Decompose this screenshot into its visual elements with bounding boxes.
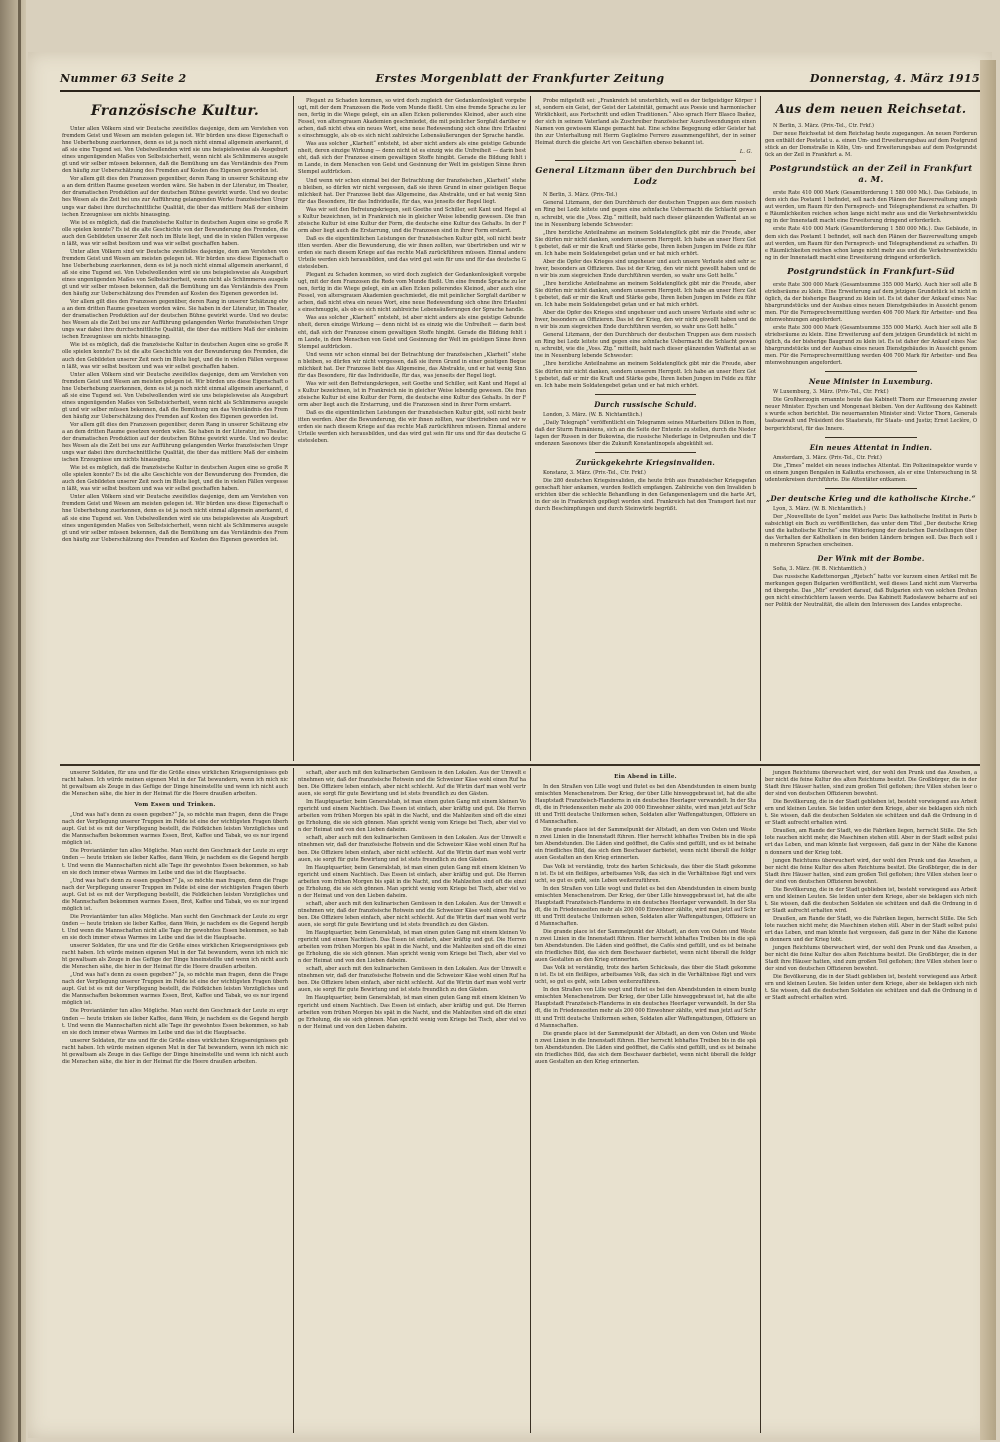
article-paragraph: Die Bevölkerung, die in der Stadt geblieben ist, besteht vorwiegend aus Arbeitern und kleinen Leuten. Sie leiden unter dem Kriege, aber sie beklagen sich nicht. Sie wissen, daß die deutschen Soldaten sie schützen und daß die Ordnung in der Stadt aufrecht erhalten wird. — [765, 799, 977, 827]
article-paragraph: „Ihre herzliche Anteilnahme an meinem Soldatenglück gibt mir die Freude, aber Sie dürfen mir nicht danken, sondern unserem Herrgott. Ich habe an unser Herz Gott gebetet, daß er mir die Kraft und Stärke gebe, Ihren lieben Jungen im Felde zu führen. Ich habe mein Soldatengebet getan und er hat mich erhört. — [535, 229, 756, 257]
article-paragraph: unserer Soldaten, für uns und für die Größe eines wirklichen Kriegsereignisses gebracht haben. Ich würde meinen eigenen Mut in der Tat bewundern, wenn ich mich nicht gewaltsam als Zeuge in das Gefüge der Dinge hineinstellte und wenn ich nicht auch die Menschen sähe, die hier in der Heimat für die Heere draußen arbeiten. — [62, 770, 288, 798]
article-paragraph: Die Proviantämter tun alles Mögliche. Man sucht den Geschmack der Leute zu ergründen — heute trinken sie lieber Kaffee, dann Wein, je nachdem es die Gegend hergibt. Und wenn die Mannschaften nicht alle Tage ihr gewohntes Essen bekommen, so haben sie doch immer etwas Warmes im Leibe und das ist die Hauptsache. — [62, 848, 288, 876]
article-dateline: W Luxemburg, 3. März. (Priv.-Tel., Ctr. Frkf.) — [773, 389, 889, 396]
article-paragraph: jungen Reichtums überwuchert wird, der wohl den Prunk und das Ansehen, aber nicht die feine Kultur des alten Reichtums besitzt. Die Großbürger, die in der Stadt ihre Häuser hatten, sind zum großen Teil geflohen; ihre Villen stehen leer oder sind von deutschen Offizieren bewohnt. — [765, 945, 977, 973]
article-paragraph: Unter allen Völkern sind wir Deutsche zweifellos dasjenige, dem am Verstehen von fremdem Geist und Wesen am meisten gelegen ist. Wir bürden uns diese Eigenschaft ohne Ueberhebung zuerkennen, denn es ist ja noch nicht einmal allgemein anerkannt, daß sie eine Tugend sei. Von Uebelwollenden wird sie uns beispielsweise als Ausgeburt eines ungenügenden Maßes von Selbstsicherheit, wenn nicht als Schlimmeres ausgelegt und wir selber müssen bekennen, daß die Bemühung um das Verständnis des Fremden häufig zur Ueberschätzung des Fremden auf Kosten des Eigenen geworden ist. — [62, 126, 288, 175]
article-paragraph: schaft, aber auch mit den kulinarischen Genüssen in den Lokalen. Aus der Umwelt entnehmen wir, daß der französische Rotwein und die Schweizer Käse wohl einen Ruf haben. Die Offiziere leben einfach, aber nicht schlecht. Auf die Wirtin darf man wohl vertrauen, sie sorgt für gute Bewirtung und ist stets freundlich zu den Gästen. — [298, 900, 526, 928]
article-paragraph: Draußen, am Rande der Stadt, wo die Fabriken liegen, herrscht Stille. Die Schlote rauchen nicht mehr, die Maschinen stehen still. Aber in der Stadt selbst pulsiert das Leben, und man könnte fast vergessen, daß ganz in der Nähe die Kanonen donnern und der Krieg tobt. — [765, 915, 977, 944]
article-title-indien: Ein neues Attentat in Indien. — [809, 442, 933, 452]
article-paragraph: Die Bevölkerung, die in der Stadt geblieben ist, besteht vorwiegend aus Arbeitern und kleinen Leuten. Sie leiden unter dem Kriege, aber sie beklagen sich nicht. Sie wissen, daß die deutschen Soldaten sie schützen und daß die Ordnung in der Stadt aufrecht erhalten wird. — [765, 974, 977, 1002]
article-dateline: Sofia, 3. März. (W. B. Nichtamtlich.) — [773, 566, 867, 573]
article-paragraph: „Daily Telegraph“ veröffentlicht ein Telegramm seines Mitarbeiters Dillon in Rom, daß der Sturm Rumäniens, sich an die Seite der Entente zu stellen, durch die Niederlagen der Russen in der Bukowina, die russische Niederlage in Ostpreußen und die Tendenzen Sasonows über die Zukunft Konstantinopels abgekühlt sei. — [535, 419, 756, 447]
column-rule — [760, 768, 761, 1433]
book-binding — [0, 0, 26, 1442]
article-title-kirche: „Der deutsche Krieg und die katholische Kirche.“ — [766, 493, 976, 503]
article-paragraph: Vor allem gilt dies den Franzosen gegenüber, deren Rang in unserer Schätzung etwa an dem dritten Raume gesetzen worden wäre. Sie haben in der Literatur, im Theater, der dramatischen Produktion auf der deutschen Bühne gewirkt wurde. Und wo deutsches Wesen als die Zeit bei uns zur Aufführung gelangenden Werke französischen Ursprungs war dabei ihre durchschnittliche Qualität, die über das mittlere Maß der einheimischen Erzeugnisse um nichts hinausging. — [62, 176, 288, 218]
article-paragraph: Das Volk ist verständig, trotz des harten Schicksals, das über die Stadt gekommen ist. Es ist ein fleißiges, arbeitsames Volk, das sich in die Verhältnisse fügt und versucht, so gut es geht, sein Leben weiterzuführen. — [535, 965, 756, 986]
article-paragraph: schaft, aber auch mit den kulinarischen Genüssen in den Lokalen. Aus der Umwelt entnehmen wir, daß der französische Rotwein und die Schweizer Käse wohl einen Ruf haben. Die Offiziere leben einfach, aber nicht schlecht. Auf die Wirtin darf man wohl vertrauen, sie sorgt für gute Bewirtung und ist stets freundlich zu den Gästen. — [298, 835, 526, 863]
article-paragraph: Und wenn wir schon einmal bei der Betrachtung der französischen „Klarheit“ stehen bleiben, so dürfen wir nicht vergessen, daß sie ihren Grund in einer geistigen Bequemlichkeit hat. Der Franzose liebt das Allgemeine, das Abstrakte, und er hat wenig Sinn für das Besondere, für das Individuelle, für das, was jenseits der Regel liegt. — [298, 351, 526, 379]
article-paragraph: Draußen, am Rande der Stadt, wo die Fabriken liegen, herrscht Stille. Die Schlote rauchen nicht mehr, die Maschinen stehen still. Aber in der Stadt selbst pulsiert das Leben, und man könnte fast vergessen, daß ganz in der Nähe die Kanonen donnern und der Krieg tobt. — [765, 828, 977, 856]
article-paragraph: In den Straßen von Lille wogt und flutet es bei den Abendstunden in einem buntgemischten Menschenstrom. Der Krieg, der über Lille hinweggebraust ist, hat die alte Hauptstadt Französisch-Flanderns in ein deutsches Heerlager verwandelt. In der Stadt, die in Friedenszeiten mehr als 200 000 Einwohner zählte, wird man jetzt auf Schritt und Tritt deutsche Uniformen sehen, Soldaten aller Waffengattungen, Offiziere und Mannschaften. — [535, 987, 756, 1029]
article-separator — [595, 394, 696, 395]
article-title-schuld: Durch russische Schuld. — [594, 399, 697, 409]
article-ein-abend-in-lille — [535, 770, 756, 1434]
article-paragraph: Und wenn wir schon einmal bei der Betrachtung der französischen „Klarheit“ stehen bleiben, so dürfen wir nicht vergessen, daß sie ihren Grund in einer geistigen Bequemlichkeit hat. Der Franzose liebt das Allgemeine, das Abstrakte, und er hat wenig Sinn für das Besondere, für das Individuelle, für das, was jenseits der Regel liegt. — [298, 177, 526, 205]
article-dateline: Lyon, 3. März. (W. B. Nichtamtlich.) — [773, 505, 866, 512]
article-franzoesische-kultur — [62, 98, 288, 760]
article-paragraph: „Ihre herzliche Anteilnahme an meinem Soldatenglück gibt mir die Freude, aber Sie dürfen mir nicht danken, sondern unserem Herrgott. Ich habe an unser Herz Gott gebetet, daß er mir die Kraft und Stärke gebe, Ihren lieben Jungen im Felde zu führen. Ich habe mein Soldatengebet getan und er hat mich erhört. — [535, 361, 756, 389]
column-rule — [530, 96, 531, 761]
article-kultur-continued — [298, 98, 526, 760]
article-paragraph: „Ihre herzliche Anteilnahme an meinem Soldatenglück gibt mir die Freude, aber Sie dürfen mir nicht danken, sondern unserem Herrgott. Ich habe an unser Herz Gott gebetet, daß er mir die Kraft und Stärke gebe, Ihren lieben Jungen im Felde zu führen. Ich habe mein Soldatengebet getan und er hat mich erhört. — [535, 280, 756, 309]
article-paragraph: Die 280 deutschen Kriegsinvaliden, die heute früh aus französischer Kriegsgefangenschaft hier ankamen, wurden festlich empfangen. Zahlreiche von den Invaliden berichten über die schlechte Behandlung in den Gefangenenlagern und die harte Art, in der sie in Frankreich gepflegt worden sind. Frankreich hat den Transport fast nur durch Beschimpfungen und durch Steinwürfe begrüßt. — [535, 477, 756, 513]
article-paragraph: unserer Soldaten, für uns und für die Größe eines wirklichen Kriegsereignisses gebracht haben. Ich würde meinen eigenen Mut in der Tat bewundern, wenn ich mich nicht gewaltsam als Zeuge in das Gefüge der Dinge hineinstellte und wenn ich nicht auch die Menschen sähe, die hier in der Heimat für die Heere draußen arbeiten. — [62, 1037, 288, 1065]
masthead — [60, 68, 980, 92]
article-dateline: Konstanz, 3. März. (Priv.-Tel., Ctr. Frkf.) — [543, 469, 646, 476]
article-title-lille: Ein Abend in Lille. — [614, 774, 677, 780]
article-paragraph: Im Hauptquartier, beim Generalstab, ist man einen guten Gang mit einem kleinen Vorgericht und einem Nachtisch. Das Essen ist einfach, aber kräftig und gut. Die Herren arbeiten vom frühen Morgen bis spät in die Nacht, und die Mahlzeiten sind oft die einzige Erholung, die sie sich gönnen. Man spricht wenig vom Kriege bei Tisch, aber viel von der Heimat und von den Lieben daheim. — [298, 864, 526, 899]
article-paragraph: Was aus solcher „Klarheit“ entsteht, ist aber nicht anders als eine geistige Gebundenheit, deren einzige Wirkung — denn nicht ist es einzig wie die Unfreiheit — darin besteht, daß sich der Franzose einem gewaltigen Stoffe hingibt. Gerade die Bildung fehlt im Lande, in dem Menschen von Geist und Gesinnung der Welt im geistigen Sinne ihren Stempel aufdrücken. — [298, 315, 526, 350]
column-rule — [760, 96, 761, 761]
article-paragraph: Was wir seit den Befreiungskriegen, seit Goethe und Schiller, seit Kant und Hegel als Kultur bezeichnen, ist in Frankreich nie in gleicher Weise lebendig gewesen. Die französische Kultur ist eine Kultur der Form, die deutsche eine Kultur des Gehalts. In der Form aber liegt auch die Erstarrung, und die Franzosen sind in ihrer Form erstarrt. — [298, 206, 526, 234]
article-paragraph: „Und was hat's denn zu essen gegeben?“ Ja, so möchte man fragen, denn die Frage nach der Verpflegung unserer Truppen im Felde ist eine der wichtigsten Fragen überhaupt. Gut ist es mit der Verpflegung bestellt, die Feldküchen leisten Vorzügliches und die Mannschaften bekommen warmes Essen, Brot, Kaffee und Tabak, wo es nur irgend möglich ist. — [62, 877, 288, 912]
article-paragraph: In den Straßen von Lille wogt und flutet es bei den Abendstunden in einem buntgemischten Menschenstrom. Der Krieg, der über Lille hinweggebraust ist, hat die alte Hauptstadt Französisch-Flanderns in ein deutsches Heerlager verwandelt. In der Stadt, die in Friedenszeiten mehr als 200 000 Einwohner zählte, wird man jetzt auf Schritt und Tritt deutsche Uniformen sehen, Soldaten aller Waffengattungen, Offiziere und Mannschaften. — [535, 784, 756, 826]
article-paragraph: schaft, aber auch mit den kulinarischen Genüssen in den Lokalen. Aus der Umwelt entnehmen wir, daß der französische Rotwein und die Schweizer Käse wohl einen Ruf haben. Die Offiziere leben einfach, aber nicht schlecht. Auf die Wirtin darf man wohl vertrauen, sie sorgt für gute Bewirtung und ist stets freundlich zu den Gästen. — [298, 966, 526, 994]
column-rule — [293, 96, 294, 761]
article-dateline: N Berlin, 3. März. (Priv.-Tel.) — [543, 192, 618, 199]
issue-date: Donnerstag, 4. März 1915 — [809, 72, 980, 85]
article-paragraph: erste Rate 410 000 Mark (Gesamtforderung 1 580 000 Mk.). Das Gebäude, in dem sich das Postamt 1 befindet, soll nach den Plänen der Bauverwaltung umgebaut werden, um Raum für den Fernsprech- und Telegraphendienst zu schaffen. Die Räumlichkeiten reichen schon lange nicht mehr aus und die Verkehrsentwicklung in der Innenstadt macht eine Erweiterung dringend erforderlich. — [765, 226, 977, 261]
article-paragraph: Daß es die eigentümlichen Leistungen der französischen Kultur gibt, soll nicht bestritten werden. Aber die Bewunderung, die wir ihnen zollten, war übertrieben und wir werden sie nach diesem Kriege auf das rechte Maß zurückführen müssen. Einmal andere Urteile werden sich herausbilden, und das wird gut sein für uns und für das deutsche Geistesleben. — [298, 410, 526, 445]
article-subtitle: Postgrundstück in Frankfurt-Süd — [787, 266, 955, 277]
article-paragraph: „Und was hat's denn zu essen gegeben?“ Ja, so möchte man fragen, denn die Frage nach der Verpflegung unserer Truppen im Felde ist eine der wichtigsten Fragen überhaupt. Gut ist es mit der Verpflegung bestellt, die Feldküchen leisten Vorzügliches und die Mannschaften bekommen warmes Essen, Brot, Kaffee und Tabak, wo es nur irgend möglich ist. — [62, 812, 288, 847]
article-paragraph: erste Rate 300 000 Mark (Gesamtsumme 355 000 Mark). Auch hier soll alle Betriebsräume zu klein. Eine Erweiterung auf dem jetzigen Grundstück ist nicht möglich, da der bisherige Baugrund zu klein ist. Es ist daher der Ankauf eines Nachbargrundstücks und der Ausbau eines neuen Dienstgebäudes in Aussicht genommen. Für die Fernsprechvermittlung werden 406 700 Mark für Arbeiter- und Beamtenwohnungen angefordert. — [765, 281, 977, 323]
article-separator — [595, 452, 696, 453]
article-subtitle: Vom Essen und Trinken. — [134, 802, 216, 809]
article-paragraph: erste Rate 300 000 Mark (Gesamtsumme 355 000 Mark). Auch hier soll alle Betriebsräume zu klein. Eine Erweiterung auf dem jetzigen Grundstück ist nicht möglich, da der bisherige Baugrund zu klein ist. Es ist daher der Ankauf eines Nachbargrundstücks und der Ausbau eines neuen Dienstgebäudes in Aussicht genommen. Für die Fernsprechvermittlung werden 406 700 Mark für Arbeiter- und Beamtenwohnungen angefordert. — [765, 324, 977, 367]
column-four-lower — [765, 770, 977, 1434]
article-paragraph: Was wir seit den Befreiungskriegen, seit Goethe und Schiller, seit Kant und Hegel als Kultur bezeichnen, ist in Frankreich nie in gleicher Weise lebendig gewesen. Die französische Kultur ist eine Kultur der Form, die deutsche eine Kultur des Gehalts. In der Form aber liegt auch die Erstarrung, und die Franzosen sind in ihrer Form erstarrt. — [298, 380, 526, 408]
article-title: Französische Kultur. — [90, 103, 260, 119]
article-paragraph: Was aus solcher „Klarheit“ entsteht, ist aber nicht anders als eine geistige Gebundenheit, deren einzige Wirkung — denn nicht ist es einzig wie die Unfreiheit — darin besteht, daß sich der Franzose einem gewaltigen Stoffe hingibt. Gerade die Bildung fehlt im Lande, in dem Menschen von Geist und Gesinnung der Welt im geistigen Sinne ihren Stempel aufdrücken. — [298, 141, 526, 176]
article-paragraph: Das Volk ist verständig, trotz des harten Schicksals, das über die Stadt gekommen ist. Es ist ein fleißiges, arbeitsames Volk, das sich in die Verhältnisse fügt und versucht, so gut es geht, sein Leben weiterzuführen. — [535, 863, 756, 884]
article-title-invaliden: Zurückgekehrte Kriegsinvaliden. — [575, 457, 716, 467]
article-separator — [825, 488, 917, 489]
article-paragraph: General Litzmann, der den Durchbruch der deutschen Truppen aus dem russischen Ring bei Lodz leitete und gegen eine zehnfache Uebermacht die Schlacht gewann, schreibt, wie die „Voss. Ztg.“ mitteilt, bald nach dieser glänzenden Waffentat an seine in Neuenburg lebende Schwester: — [535, 200, 756, 228]
article-paragraph: schaft, aber auch mit den kulinarischen Genüssen in den Lokalen. Aus der Umwelt entnehmen wir, daß der französische Rotwein und die Schweizer Käse wohl einen Ruf haben. Die Offiziere leben einfach, aber nicht schlecht. Auf die Wirtin darf man wohl vertrauen, sie sorgt für gute Bewirtung und ist stets freundlich zu den Gästen. — [298, 770, 526, 798]
newspaper-title: Erstes Morgenblatt der Frankfurter Zeitung — [375, 72, 665, 85]
article-title-lodz: General Litzmann über den Durchbruch bei Lodz — [535, 166, 756, 188]
page-edge-right — [980, 60, 996, 1440]
article-paragraph: erste Rate 410 000 Mark (Gesamtforderung 1 580 000 Mk.). Das Gebäude, in dem sich das Postamt 1 befindet, soll nach den Plänen der Bauverwaltung umgebaut werden, um Raum für den Fernsprech- und Telegraphendienst zu schaffen. Die Räumlichkeiten reichen schon lange nicht mehr aus und die Verkehrsentwicklung in der Innenstadt macht eine Erweiterung dringend erforderlich. — [765, 190, 977, 225]
article-paragraph: General Litzmann, der den Durchbruch der deutschen Truppen aus dem russischen Ring bei Lodz leitete und gegen eine zehnfache Uebermacht die Schlacht gewann, schreibt, wie die „Voss. Ztg.“ mitteilt, bald nach dieser glänzenden Waffentat an seine in Neuenburg lebende Schwester: — [535, 332, 756, 360]
article-separator — [825, 371, 917, 372]
article-title-luxemburg: Neue Minister in Luxemburg. — [808, 377, 934, 387]
article-paragraph: Vor allem gilt dies den Franzosen gegenüber, deren Rang in unserer Schätzung etwa an dem dritten Raume gesetzen worden wäre. Sie haben in der Literatur, im Theater, der dramatischen Produktion auf der deutschen Bühne gewirkt wurde. Und wo deutsches Wesen als die Zeit bei uns zur Aufführung gelangenden Werke französischen Ursprungs war dabei ihre durchschnittliche Qualität, die über das mittlere Maß der einheimischen Erzeugnisse um nichts hinausging. — [62, 421, 288, 464]
article-paragraph: Die grande place ist der Sammelpunkt der Altstadt, an dem von Osten und Westen zwei Linien in die Innenstadt führen. Hier herrscht lebhaftes Treiben bis in die späten Abendstunden. Die Läden sind geöffnet, die Cafés sind gefüllt, und es ist beinahe ein friedliches Bild, das sich dem Beschauer darbietet, wenn nicht überall die feldgrauen Gestalten an den Krieg erinnerten. — [535, 827, 756, 862]
article-dateline: London, 3. März. (W. B. Nichtamtlich.) — [543, 411, 643, 418]
article-paragraph: In den Straßen von Lille wogt und flutet es bei den Abendstunden in einem buntgemischten Menschenstrom. Der Krieg, der über Lille hinweggebraust ist, hat die alte Hauptstadt Französisch-Flanderns in ein deutsches Heerlager verwandelt. In der Stadt, die in Friedenszeiten mehr als 200 000 Einwohner zählte, wird man jetzt auf Schritt und Tritt deutsche Uniformen sehen, Soldaten aller Waffengattungen, Offiziere und Mannschaften. — [535, 885, 756, 927]
binding-edge — [18, 0, 21, 1442]
column-two-lower — [298, 770, 526, 1434]
article-paragraph: Unter allen Völkern sind wir Deutsche zweifellos dasjenige, dem am Verstehen von fremdem Geist und Wesen am meisten gelegen ist. Wir bürden uns diese Eigenschaft ohne Ueberhebung zuerkennen, denn es ist ja noch nicht einmal allgemein anerkannt, daß sie eine Tugend sei. Von Uebelwollenden wird sie uns beispielsweise als Ausgeburt eines ungenügenden Maßes von Selbstsicherheit, wenn nicht als Schlimmeres ausgelegt und wir selber müssen bekennen, daß die Bemühung um das Verständnis des Fremden häufig zur Ueberschätzung des Fremden auf Kosten des Eigenen geworden ist. — [62, 494, 288, 543]
article-paragraph: Im Hauptquartier, beim Generalstab, ist man einen guten Gang mit einem kleinen Vorgericht und einem Nachtisch. Das Essen ist einfach, aber kräftig und gut. Die Herren arbeiten vom frühen Morgen bis spät in die Nacht, und die Mahlzeiten sind oft die einzige Erholung, die sie sich gönnen. Man spricht wenig vom Kriege bei Tisch, aber viel von der Heimat und von den Lieben daheim. — [298, 995, 526, 1030]
article-signature: L. G. — [739, 149, 752, 156]
article-paragraph: Im Hauptquartier, beim Generalstab, ist man einen guten Gang mit einem kleinen Vorgericht und einem Nachtisch. Das Essen ist einfach, aber kräftig und gut. Die Herren arbeiten vom frühen Morgen bis spät in die Nacht, und die Mahlzeiten sind oft die einzige Erholung, die sie sich gönnen. Man spricht wenig vom Kriege bei Tisch, aber viel von der Heimat und von den Lieben daheim. — [298, 930, 526, 965]
article-paragraph: Wie ist es möglich, daß die französische Kultur in deutschen Augen eine so große Rolle spielen konnte? Es ist die alte Geschichte von der Bewunderung des Fremden, die auch den Gebildeten unserer Zeit noch im Blute liegt, und die in vielen Fällen vergessen läßt, was wir selbst besitzen und was wir selbst geschaffen haben. — [62, 342, 288, 370]
article-title-bombe: Der Wink mit der Bombe. — [817, 554, 925, 564]
article-paragraph: jungen Reichtums überwuchert wird, der wohl den Prunk und das Ansehen, aber nicht die feine Kultur des alten Reichtums besitzt. Die Großbürger, die in der Stadt ihre Häuser hatten, sind zum großen Teil geflohen; ihre Villen stehen leer oder sind von deutschen Offizieren bewohnt. — [765, 770, 977, 798]
article-paragraph: Die Proviantämter tun alles Mögliche. Man sucht den Geschmack der Leute zu ergründen — heute trinken sie lieber Kaffee, dann Wein, je nachdem es die Gegend hergibt. Und wenn die Mannschaften nicht alle Tage ihr gewohntes Essen bekommen, so haben sie doch immer etwas Warmes im Leibe und das ist die Hauptsache. — [62, 1008, 288, 1036]
article-paragraph: Probe mitgeteilt sei: „Frankreich ist unsterblich, weil es der tiefgeistiger Körper ist, sondern ein Geist, der Geist der Lateinität, gemacht aus Poesie und harmonischer Wirklichkeit, aus Fortschritt und edlen Traditionen.“ Also sprach Herr Blasco Ibañez, der sich in seinem Vaterland als Zuschreiber französischer Ausrufswendungen einen Namen von gewissem Klange gemacht hat. Eine schöne Begegnung edler Geister hat ihn zur Unterhaltung mit Herrn Guglielmo Ferrero zusammengeführt, der in seiner Heimat durch die gleiche Art von Geschäften ebenso bekannt ist. — [535, 98, 756, 147]
article-dateline: Amsterdam, 3. März. (Priv.-Tel., Ctr. Frkf.) — [773, 454, 882, 461]
article-paragraph: Die „Times“ meldet ein neues indisches Attentat. Ein Polizeiinspektor wurde von einem jungen Bengalen in Kalkutta erschossen, als er eine Untersuchung in Studentenkreisen durchführte. Die Attentäter entkamen. — [765, 462, 977, 483]
article-paragraph: Das russische Kadettenorgan „Rjetsch“ hatte vor kurzem einen Artikel mit Bemerkungen gegen Bulgarien veröffentlicht, weil dieses Land nicht zum Vierverband übergehe. Das „Mir“ erwidert darauf, daß Bulgarien sich von solchen Drohungen nicht einschüchtern lassen werde. Das Kabinett Radoslawow beharre auf seiner Politik der Neutralität, die allein den Interessen des Landes entspreche. — [765, 574, 977, 609]
article-title-reichsetat: Aus dem neuen Reichsetat. — [775, 102, 967, 116]
article-paragraph: Aber die Opfer des Krieges sind ungeheuer und auch unsere Verluste sind sehr schwer, besonders an Offizieren. Das ist der Krieg, den wir nicht gewollt haben und den wir bis zum siegreichen Ende durchführen werden, so wahr uns Gott helfe.“ — [535, 258, 756, 279]
article-paragraph: Aber die Opfer des Krieges sind ungeheuer und auch unsere Verluste sind sehr schwer, besonders an Offizieren. Das ist der Krieg, den wir nicht gewollt haben und den wir bis zum siegreichen Ende durchführen werden, so wahr uns Gott helfe.“ — [535, 310, 756, 331]
article-paragraph: Wie ist es möglich, daß die französische Kultur in deutschen Augen eine so große Rolle spielen konnte? Es ist die alte Geschichte von der Bewunderung des Fremden, die auch den Gebildeten unserer Zeit noch im Blute liegt, und die in vielen Fällen vergessen läßt, was wir selbst besitzen und was wir selbst geschaffen haben. — [62, 465, 288, 493]
section-divider — [60, 764, 980, 766]
column-three-upper — [535, 98, 756, 760]
article-separator — [555, 160, 736, 161]
column-four-upper — [765, 98, 977, 760]
article-paragraph: Unter allen Völkern sind wir Deutsche zweifellos dasjenige, dem am Verstehen von fremdem Geist und Wesen am meisten gelegen ist. Wir bürden uns diese Eigenschaft ohne Ueberhebung zuerkennen, denn es ist ja noch nicht einmal allgemein anerkannt, daß sie eine Tugend sei. Von Uebelwollenden wird sie uns beispielsweise als Ausgeburt eines ungenügenden Maßes von Selbstsicherheit, wenn nicht als Schlimmeres ausgelegt und wir selber müssen bekennen, daß die Bemühung um das Verständnis des Fremden häufig zur Ueberschätzung des Fremden auf Kosten des Eigenen geworden ist. — [62, 248, 288, 298]
article-subtitle: Postgrundstück an der Zeil in Frankfurt a. M. — [769, 164, 973, 186]
article-dateline: N Berlin, 3. März. (Priv.-Tel., Ctr. Frkf.) — [773, 123, 874, 129]
article-paragraph: jungen Reichtums überwuchert wird, der wohl den Prunk und das Ansehen, aber nicht die feine Kultur des alten Reichtums besitzt. Die Großbürger, die in der Stadt ihre Häuser hatten, sind zum großen Teil geflohen; ihre Villen stehen leer oder sind von deutschen Offizieren bewohnt. — [765, 857, 977, 885]
column-one-lower — [62, 770, 288, 1434]
article-paragraph: Plegant zu Schaden kommen, so wird doch zugleich der Gedankenlosigkeit vorgebeugt, mit der dem Franzosen die Rede vom Munde fließt. Um eine fremde Sprache zu lernen, fertig in die Wiege gelegt, ein an allen Ecken polierendes Kleinod, aber auch eine Fessel, von altersgrauen Akademien geschmiedet, die mit peinlicher Sorgfalt darüber wachen, daß nicht etwa ein neues Wort, eine neue Redewendung sich ohne ihre Erlaubnis einschmuggle, als ob es sich nicht zahlreiche Lebensäußerungen der Sprache handle. — [298, 272, 526, 314]
article-paragraph: Vor allem gilt dies den Franzosen gegenüber, deren Rang in unserer Schätzung etwa an dem dritten Raume gesetzen worden wäre. Sie haben in der Literatur, im Theater, der dramatischen Produktion auf der deutschen Bühne gewirkt wurde. Und wo deutsches Wesen als die Zeit bei uns zur Aufführung gelangenden Werke französischen Ursprungs war dabei ihre durchschnittliche Qualität, die über das mittlere Maß der einheimischen Erzeugnisse um nichts hinausging. — [62, 299, 288, 341]
article-paragraph: Unter allen Völkern sind wir Deutsche zweifellos dasjenige, dem am Verstehen von fremdem Geist und Wesen am meisten gelegen ist. Wir bürden uns diese Eigenschaft ohne Ueberhebung zuerkennen, denn es ist ja noch nicht einmal allgemein anerkannt, daß sie eine Tugend sei. Von Uebelwollenden wird sie uns beispielsweise als Ausgeburt eines ungenügenden Maßes von Selbstsicherheit, wenn nicht als Schlimmeres ausgelegt und wir selber müssen bekennen, daß die Bemühung um das Verständnis des Fremden häufig zur Ueberschätzung des Fremden auf Kosten des Eigenen geworden ist. — [62, 371, 288, 420]
issue-number: Nummer 63 Seite 2 — [60, 72, 187, 85]
article-paragraph: Der „Nouvelliste de Lyon“ meldet aus Paris: Das katholische Institut in Paris beabsichtigt ein Buch zu veröffentlichen, das unter dem Titel „Der deutsche Krieg und die katholische Kirche“ eine Widerlegung der deutschen Darstellungen über das Verhalten der Katholiken in den beiden Ländern bringen soll. Das Buch soll in mehreren Sprachen erscheinen. — [765, 513, 977, 548]
article-paragraph: unserer Soldaten, für uns und für die Größe eines wirklichen Kriegsereignisses gebracht haben. Ich würde meinen eigenen Mut in der Tat bewundern, wenn ich mich nicht gewaltsam als Zeuge in das Gefüge der Dinge hineinstellte und wenn ich nicht auch die Menschen sähe, die hier in der Heimat für die Heere draußen arbeiten. — [62, 943, 288, 971]
article-paragraph: Plegant zu Schaden kommen, so wird doch zugleich der Gedankenlosigkeit vorgebeugt, mit der dem Franzosen die Rede vom Munde fließt. Um eine fremde Sprache zu lernen, fertig in die Wiege gelegt, ein an allen Ecken polierendes Kleinod, aber auch eine Fessel, von altersgrauen Akademien geschmiedet, die mit peinlicher Sorgfalt darüber wachen, daß nicht etwa ein neues Wort, eine neue Redewendung sich ohne ihre Erlaubnis einschmuggle, als ob es sich nicht zahlreiche Lebensäußerungen der Sprache handle. — [298, 98, 526, 140]
article-paragraph: Im Hauptquartier, beim Generalstab, ist man einen guten Gang mit einem kleinen Vorgericht und einem Nachtisch. Das Essen ist einfach, aber kräftig und gut. Die Herren arbeiten vom frühen Morgen bis spät in die Nacht, und die Mahlzeiten sind oft die einzige Erholung, die sie sich gönnen. Man spricht wenig vom Kriege bei Tisch, aber viel von der Heimat und von den Lieben daheim. — [298, 799, 526, 834]
column-rule — [293, 768, 294, 1433]
article-paragraph: Die Bevölkerung, die in der Stadt geblieben ist, besteht vorwiegend aus Arbeitern und kleinen Leuten. Sie leiden unter dem Kriege, aber sie beklagen sich nicht. Sie wissen, daß die deutschen Soldaten sie schützen und daß die Ordnung in der Stadt aufrecht erhalten wird. — [765, 886, 977, 914]
article-paragraph: Der neue Reichsetat ist dem Reichstag heute zugegangen. An neuen Forderungen enthält der Postetat u. a. einen Um- und Erweiterungsbau auf dem Postgrundstück an der Domstraße in Köln, Um- und Erweiterungsbau auf dem Postgrundstück an der Zeil in Frankfurt a. M. — [765, 131, 977, 159]
article-paragraph: Die grande place ist der Sammelpunkt der Altstadt, an dem von Osten und Westen zwei Linien in die Innenstadt führen. Hier herrscht lebhaftes Treiben bis in die späten Abendstunden. Die Läden sind geöffnet, die Cafés sind gefüllt, und es ist beinahe ein friedliches Bild, das sich dem Beschauer darbietet, wenn nicht überall die feldgrauen Gestalten an den Krieg erinnerten. — [535, 1030, 756, 1065]
column-rule — [530, 768, 531, 1433]
article-separator — [825, 437, 917, 438]
article-paragraph: Die grande place ist der Sammelpunkt der Altstadt, an dem von Osten und Westen zwei Linien in die Innenstadt führen. Hier herrscht lebhaftes Treiben bis in die späten Abendstunden. Die Läden sind geöffnet, die Cafés sind gefüllt, und es ist beinahe ein friedliches Bild, das sich dem Beschauer darbietet, wenn nicht überall die feldgrauen Gestalten an den Krieg erinnerten. — [535, 928, 756, 964]
article-paragraph: Die Großherzogin ernannte heute das Kabinett Thorn zur Erneuerung zweier neuer Minister. Eyschen und Mongenast bleiben. Von der Auflösung des Kabinetts wurde schon berichtet. Die neuernannten Minister sind: Victor Thorn, Generalstaatsanwalt und Präsident des Staatsrats, für Staats- und Justiz; Ernst Leclère, Obergerichtsrat, für das Innere. — [765, 397, 977, 432]
article-paragraph: Daß es die eigentümlichen Leistungen der französischen Kultur gibt, soll nicht bestritten werden. Aber die Bewunderung, die wir ihnen zollten, war übertrieben und wir werden sie nach diesem Kriege auf das rechte Maß zurückführen müssen. Einmal andere Urteile werden sich herausbilden, und das wird gut sein für uns und für das deutsche Geistesleben. — [298, 235, 526, 271]
article-paragraph: Wie ist es möglich, daß die französische Kultur in deutschen Augen eine so große Rolle spielen konnte? Es ist die alte Geschichte von der Bewunderung des Fremden, die auch den Gebildeten unserer Zeit noch im Blute liegt, und die in vielen Fällen vergessen läßt, was wir selbst besitzen und was wir selbst geschaffen haben. — [62, 219, 288, 247]
article-paragraph: Die Proviantämter tun alles Mögliche. Man sucht den Geschmack der Leute zu ergründen — heute trinken sie lieber Kaffee, dann Wein, je nachdem es die Gegend hergibt. Und wenn die Mannschaften nicht alle Tage ihr gewohntes Essen bekommen, so haben sie doch immer etwas Warmes im Leibe und das ist die Hauptsache. — [62, 913, 288, 941]
article-paragraph: „Und was hat's denn zu essen gegeben?“ Ja, so möchte man fragen, denn die Frage nach der Verpflegung unserer Truppen im Felde ist eine der wichtigsten Fragen überhaupt. Gut ist es mit der Verpflegung bestellt, die Feldküchen leisten Vorzügliches und die Mannschaften bekommen warmes Essen, Brot, Kaffee und Tabak, wo es nur irgend möglich ist. — [62, 972, 288, 1007]
